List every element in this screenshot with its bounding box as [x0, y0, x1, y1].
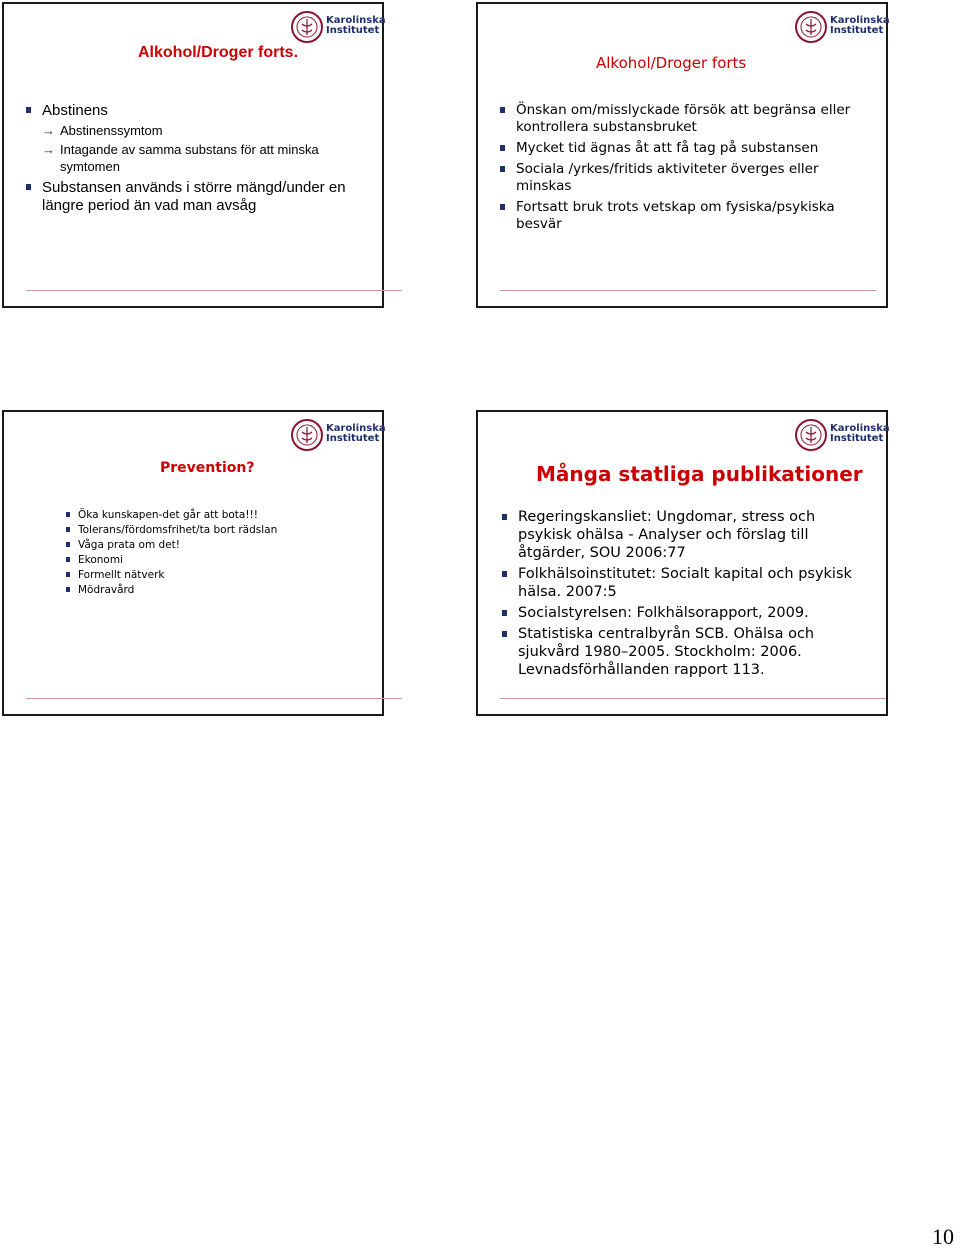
- list-item: Fortsatt bruk trots vetskap om fysiska/psykiska besvär: [500, 199, 870, 233]
- list-item: Öka kunskapen-det går att bota!!!: [66, 508, 378, 523]
- list-item: Mödravård: [66, 583, 378, 598]
- bullet-square-icon: [66, 572, 70, 577]
- slide-title: Många statliga publikationer: [536, 462, 863, 486]
- arrow-right-icon: →: [42, 123, 55, 138]
- arrow-right-icon: →: [42, 142, 55, 157]
- slide-3: [2, 410, 384, 716]
- seal-icon: [794, 10, 828, 44]
- seal-icon: [290, 418, 324, 452]
- bullet-square-icon: [500, 145, 505, 151]
- list-item: Folkhälsoinstitutet: Socialt kapital och psykisk hälsa. 2007:5: [502, 565, 864, 601]
- slide-title: Alkohol/Droger forts.: [138, 44, 299, 61]
- list-item: Abstinens → Abstinenssymtom → Intagande av samma substans för att minska symtomen: [26, 102, 378, 175]
- list-item: Våga prata om det!: [66, 538, 378, 553]
- bullet-square-icon: [502, 631, 507, 637]
- logo-text: Karolinska Institutet: [326, 423, 386, 444]
- seal-icon: [794, 418, 828, 452]
- list-item: Mycket tid ägnas åt att få tag på substansen: [500, 140, 870, 157]
- page-number: 10: [932, 1224, 954, 1249]
- bullet-square-icon: [66, 542, 70, 547]
- bullet-square-icon: [66, 587, 70, 592]
- bullet-square-icon: [26, 184, 31, 190]
- bullet-square-icon: [502, 610, 507, 616]
- list-item: Tolerans/fördomsfrihet/ta bort rädslan: [66, 523, 378, 538]
- bullet-square-icon: [502, 514, 507, 520]
- bullet-square-icon: [500, 204, 505, 210]
- karolinska-logo: [794, 418, 890, 454]
- footer-divider: [26, 290, 402, 291]
- logo-text: Karolinska Institutet: [830, 423, 890, 444]
- slide-title: Prevention?: [160, 460, 255, 476]
- list-item: Regeringskansliet: Ungdomar, stress och psykisk ohälsa - Analyser och förslag till åtgärder, SOU 2006:77: [502, 508, 864, 562]
- bullet-square-icon: [500, 166, 505, 172]
- bullet-list: [502, 508, 864, 679]
- sub-item: → Abstinenssymtom: [42, 123, 163, 138]
- bullet-square-icon: [66, 512, 70, 517]
- bullet-square-icon: [502, 571, 507, 577]
- list-item: Formellt nätverk: [66, 568, 378, 583]
- footer-divider: [500, 698, 886, 699]
- footer-divider: [500, 290, 876, 291]
- karolinska-logo: [794, 10, 890, 46]
- list-item: Önskan om/misslyckade försök att begränsa eller kontrollera substansbruket: [500, 102, 870, 136]
- karolinska-logo: [290, 418, 386, 454]
- bullet-list: [26, 102, 378, 215]
- bullet-list: [66, 508, 378, 598]
- slide-1: [2, 2, 384, 308]
- bullet-square-icon: [26, 107, 31, 113]
- slide-4: [476, 410, 888, 716]
- slide-title: Alkohol/Droger forts: [596, 54, 747, 72]
- list-item: Ekonomi: [66, 553, 378, 568]
- logo-text: Karolinska Institutet: [326, 15, 386, 36]
- bullet-square-icon: [66, 557, 70, 562]
- list-item: Socialstyrelsen: Folkhälsorapport, 2009.: [502, 604, 864, 622]
- bullet-list: [500, 102, 870, 233]
- footer-divider: [26, 698, 402, 699]
- list-item: Statistiska centralbyrån SCB. Ohälsa och sjukvård 1980–2005. Stockholm: 2006. Levnadsförhållanden rapport 113.: [502, 625, 864, 679]
- bullet-square-icon: [66, 527, 70, 532]
- logo-text: Karolinska Institutet: [830, 15, 890, 36]
- seal-icon: [290, 10, 324, 44]
- karolinska-logo: [290, 10, 386, 46]
- list-item: Sociala /yrkes/fritids aktiviteter överges eller minskas: [500, 161, 870, 195]
- list-item: Substansen används i större mängd/under en längre period än vad man avsåg: [26, 179, 378, 215]
- slide-2: [476, 2, 888, 308]
- bullet-square-icon: [500, 107, 505, 113]
- sub-item: → Intagande av samma substans för att minska symtomen: [42, 142, 319, 174]
